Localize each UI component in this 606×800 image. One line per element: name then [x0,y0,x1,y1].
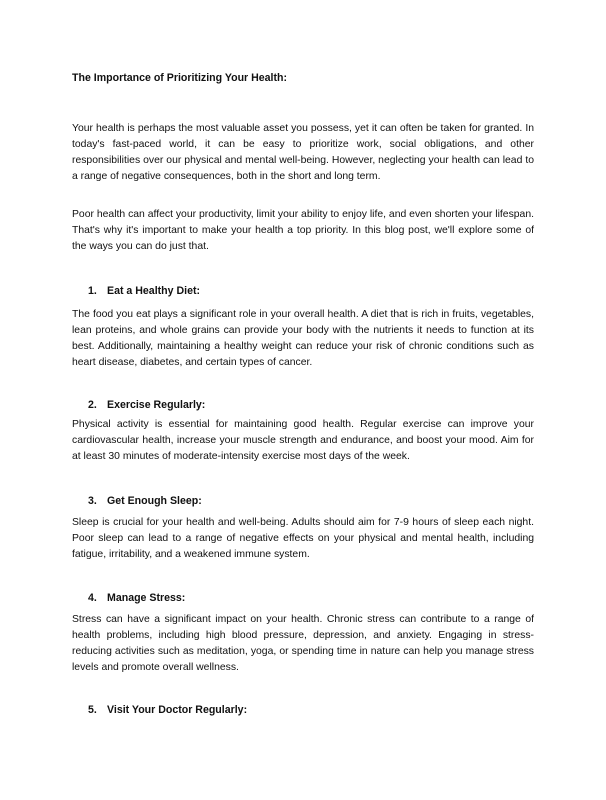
section-heading-text: Exercise Regularly: [107,399,206,411]
section-heading [88,398,205,413]
section-heading-text: Manage Stress: [107,592,186,604]
section-heading-text: Visit Your Doctor Regularly: [107,704,248,716]
section-body: The food you eat plays a significant role in your overall health. A diet that is rich in fruits, vegetables, lean proteins, and whole grains can provide your body with the nutrients it needs to function at its best. Additionally, maintaining a healthy weight can reduce your risk of chronic conditions such as heart disease, diabetes, and certain types of cancer. [72,309,534,368]
section-number: 1. [88,285,97,297]
section-number: 4. [88,592,97,604]
section-heading [88,284,200,299]
section-number: 3. [88,495,97,507]
section-heading [88,591,185,606]
section-body: Stress can have a significant impact on your health. Chronic stress can contribute to a range of health problems, including high blood pressure, depression, and anxiety. Engaging in stress-reducing activities such as meditation, yoga, or spending time in nature can help you manage stress levels and promote overall wellness. [72,614,534,673]
intro-paragraph: Your health is perhaps the most valuable asset you possess, yet it can often be taken for granted. In today's fast-paced world, it can be easy to prioritize work, social obligations, and other responsibilities over our physical and mental well-being. However, neglecting your health can lead to a range of negative consequences, both in the short and long term. [72,123,534,182]
section-body: Physical activity is essential for maintaining good health. Regular exercise can improve your cardiovascular health, increase your muscle strength and endurance, and boost your mood. Aim for at least 30 minutes of moderate-intensity exercise most days of the week. [72,419,534,462]
section-number: 5. [88,704,97,716]
section-heading-text: Get Enough Sleep: [107,495,202,507]
intro-paragraph: Poor health can affect your productivity, limit your ability to enjoy life, and even shorten your lifespan. That's why it's important to make your health a top priority. In this blog post, we'll explore some of the ways you can do just that. [72,209,534,252]
section-heading [88,703,247,718]
section-heading [88,494,202,509]
section-number: 2. [88,399,97,411]
document-title: The Importance of Prioritizing Your Health: [72,72,288,84]
section-body: Sleep is crucial for your health and well-being. Adults should aim for 7-9 hours of sleep each night. Poor sleep can lead to a range of negative effects on your physical and mental health, including fatigue, irritability, and a weakened immune system. [72,517,534,560]
section-heading-text: Eat a Healthy Diet: [107,285,201,297]
